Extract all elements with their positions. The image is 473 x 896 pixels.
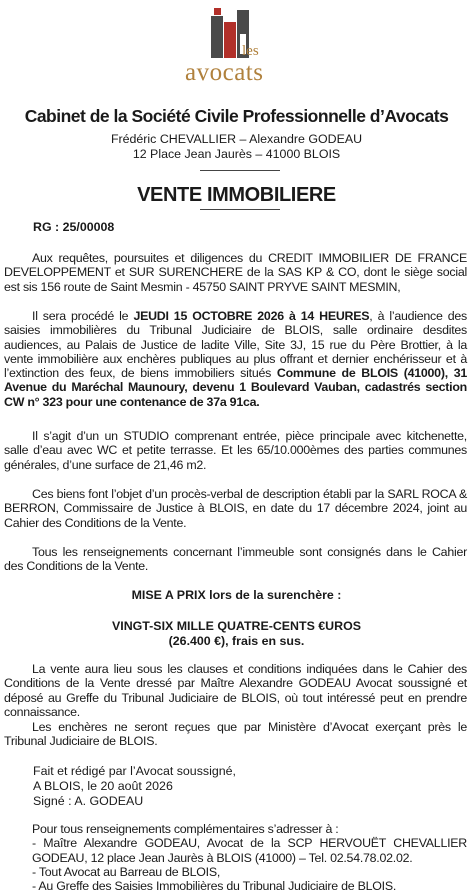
- logo-text-les: les: [242, 43, 259, 59]
- case-reference: RG : 25/00008: [33, 220, 115, 234]
- paragraph-information: Tous les renseignements concernant l’immeuble sont consignés dans le Cahier des Conditions de la Vente.: [4, 545, 467, 574]
- contact-section: [4, 822, 467, 893]
- notice-title: VENTE IMMOBILIERE: [137, 184, 336, 206]
- divider: [200, 209, 280, 210]
- contact-item-registry: - Au Greffe des Saisies Immobilières du Tribunal Judiciaire de BLOIS.: [32, 879, 397, 894]
- firm-title: Cabinet de la Société Civile Professionnelle d’Avocats: [24, 106, 449, 126]
- paragraph-bids: Les enchères ne seront reçues que par Ministère d’Avocat exerçant près le Tribunal Judiciaire de BLOIS.: [4, 720, 467, 749]
- paragraph-conditions: La vente aura lieu sous les clauses et conditions indiquées dans le Cahier des Conditions de la Vente dressé par Maître Alexandre GODEAU Avocat soussigné et déposé au Greffe du Tribunal Judiciaire de BLOIS, où tout intéressé peut en prendre connaissance.: [4, 662, 467, 719]
- lawyer-names: Frédéric CHEVALLIER – Alexandre GODEAU: [110, 132, 363, 146]
- starting-price-heading: MISE A PRIX lors de la surenchère :: [131, 588, 342, 602]
- paragraph-sale-details: Il sera procédé le JEUDI 15 OCTOBRE 2026 à 14 HEURES, à l’audience des saisies immobilières du Tribunal Judiciaire de BLOIS, salle ordinaire desdites audiences, au Palais de Justice de ladite Ville, Site 3J, 15 rue du Père Brottier, à la vente immobilière aux enchères publiques au plus offrant et dernier enchérisseur et à l’extinction des feux, de biens immobiliers situés Commune de BLOIS (41000), 31 Avenue du Maréchal Maunoury, devenu 1 Boulevard Vauban, cadastrés section CW n° 323 pour une contenance de 37a 91ca.: [4, 309, 467, 409]
- contact-intro: Pour tous renseignements complémentaires s’adresser à :: [32, 822, 339, 836]
- logo-text-avocats: avocats: [185, 59, 264, 86]
- paragraph-report: Ces biens font l’objet d’un procès-verbal de description établi par la SARL ROCA & BERRON, Commissaire de Justice à BLOIS, en date du 17 décembre 2024, joint au Cahier des Conditions de la Vente.: [4, 487, 467, 530]
- les-avocats-logo: [184, 6, 294, 98]
- contact-item-bar: - Tout Avocat au Barreau de BLOIS,: [32, 864, 221, 879]
- contact-item-lawyer: - Maître Alexandre GODEAU, Avocat de la SCP HERVOUËT CHEVALLIER GODEAU, 12 place Jean Jaurès à BLOIS (41000) – Tel. 02.54.78.02.02.: [32, 836, 467, 865]
- signature-date: A BLOIS, le 20 août 2026: [33, 779, 173, 793]
- starting-price-words: VINGT-SIX MILLE QUATRE-CENTS €UROS: [112, 619, 361, 633]
- starting-price-amount: (26.400 €), frais en sus.: [168, 634, 305, 648]
- signature-name: Signé : A. GODEAU: [33, 794, 144, 808]
- paragraph-property-description: Il s’agit d’un un STUDIO comprenant entrée, pièce principale avec kitchenette, salle d’eau avec WC et petite terrasse. Et les 65/10.000èmes des parties communes générales, d’une surface de 21,46 m2.: [4, 429, 467, 472]
- divider: [200, 170, 280, 171]
- logo-emblem-icon: [184, 6, 294, 62]
- paragraph-requests: Aux requêtes, poursuites et diligences du CREDIT IMMOBILIER DE FRANCE DEVELOPPEMENT et SUR SURENCHERE de la SAS KP & CO, dont le siège social est sis 156 route de Saint Mesmin - 45750 SAINT PRYVE SAINT MESMIN,: [4, 251, 467, 294]
- signature-line-1: Fait et rédigé par l’Avocat soussigné,: [33, 764, 236, 778]
- firm-address: 12 Place Jean Jaurès – 41000 BLOIS: [132, 147, 341, 161]
